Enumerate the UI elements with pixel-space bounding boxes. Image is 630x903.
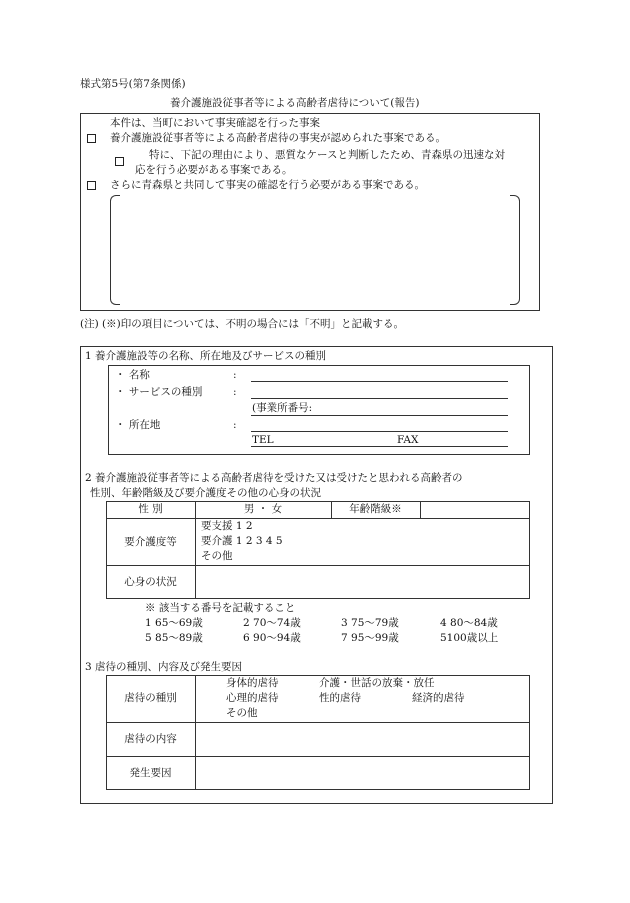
fax-label: FAX <box>397 434 419 446</box>
abuse-cause-label: 発生要因 <box>129 767 172 779</box>
service-type-label: ・ サービスの種別 <box>115 386 203 398</box>
tel-fax-field[interactable] <box>251 446 508 447</box>
age-class-8: 5100歳以上 <box>440 632 499 644</box>
tel-label: TEL <box>252 434 274 446</box>
age-class-6: 6 90～94歳 <box>243 632 301 644</box>
address-label: ・ 所在地 <box>115 419 161 431</box>
option1-sub-checkbox[interactable] <box>115 157 124 166</box>
facility-name-field[interactable] <box>251 381 508 382</box>
facility-box <box>108 365 530 455</box>
mind-body-field[interactable] <box>196 566 529 598</box>
option1-checkbox[interactable] <box>87 134 96 143</box>
option1-sub-line2: 応を行う必要がある事案である。 <box>135 164 293 176</box>
page-title: 養介護施設従事者等による高齢者虐待について(報告) <box>170 97 420 109</box>
form-number: 様式第5号(第7条関係) <box>80 78 186 90</box>
abuse-content-label: 虐待の内容 <box>124 733 177 745</box>
section3-heading: 3 虐待の種別、内容及び発生要因 <box>85 661 243 673</box>
option1-sub-line1: 特に、下記の理由により、悪質なケースと判断したため、青森県の迅速な対 <box>149 149 506 161</box>
office-number-field[interactable] <box>251 415 508 416</box>
age-class-4: 4 80～84歳 <box>440 617 498 629</box>
option2-checkbox[interactable] <box>87 181 96 190</box>
age-class-1: 1 65～69歳 <box>145 617 203 629</box>
abuse-type-sexual[interactable]: 性的虐待 <box>319 692 361 704</box>
care-line-support: 要支援 1 2 <box>201 520 253 532</box>
option2-text: さらに青森県と共同して事実の確認を行う必要がある事案である。 <box>110 179 425 191</box>
age-class-3: 3 75～79歳 <box>341 617 399 629</box>
age-label: 年齢階級※ <box>349 503 402 515</box>
section2-heading-line1: 2 養介護施設従事者等による高齢者虐待を受けた又は受けたと思われる高齢者の <box>85 472 463 484</box>
abuse-type-label: 虐待の種別 <box>124 692 177 704</box>
address-field[interactable] <box>251 431 508 432</box>
reason-bracket-left <box>110 195 120 305</box>
note-text: (注) (※)印の項目については、不明の場合には「不明」と記載する。 <box>80 318 405 330</box>
colon-1: : <box>233 369 237 381</box>
intro-text: 本件は、当町において事実確認を行った事案 <box>110 117 320 129</box>
service-type-field[interactable] <box>251 398 508 399</box>
abuse-cause-field[interactable] <box>196 757 529 789</box>
facility-name-label: ・ 名称 <box>115 369 150 381</box>
sex-label: 性 別 <box>138 503 163 515</box>
abuse-type-economic[interactable]: 経済的虐待 <box>412 692 465 704</box>
office-number-label: (事業所番号: <box>252 402 313 414</box>
age-class-7: 7 95～99歳 <box>341 632 399 644</box>
abuse-content-field[interactable] <box>196 723 529 755</box>
colon-3: : <box>233 419 237 431</box>
abuse-type-psychological[interactable]: 心理的虐待 <box>226 692 279 704</box>
elder-row-line-1 <box>106 518 530 519</box>
age-class-5: 5 85～89歳 <box>145 632 203 644</box>
option1-text: 養介護施設従事者等による高齢者虐待の事実が認められた事案である。 <box>110 132 446 144</box>
care-line-other: その他 <box>201 550 233 562</box>
section1-heading: 1 養介護施設等の名称、所在地及びサービスの種別 <box>85 350 327 362</box>
reason-bracket-right <box>510 195 520 305</box>
age-class-2: 2 70～74歳 <box>243 617 301 629</box>
reason-input-area[interactable] <box>122 198 508 302</box>
mind-body-label: 心身の状況 <box>124 576 177 588</box>
colon-2: : <box>233 386 237 398</box>
age-note: ※ 該当する番号を記載すること <box>145 602 296 614</box>
sex-value[interactable]: 男 ・ 女 <box>243 503 283 515</box>
age-value-field[interactable] <box>421 502 529 517</box>
care-line-care: 要介護 1 2 3 4 5 <box>201 535 283 547</box>
abuse-type-neglect[interactable]: 介護・世話の放棄・放任 <box>319 677 435 689</box>
abuse-type-other[interactable]: その他 <box>226 707 258 719</box>
abuse-type-physical[interactable]: 身体的虐待 <box>226 677 279 689</box>
care-level-label: 要介護度等 <box>124 536 177 548</box>
section2-heading-line2: 性別、年齢階級及び要介護度その他の心身の状況 <box>90 487 321 499</box>
